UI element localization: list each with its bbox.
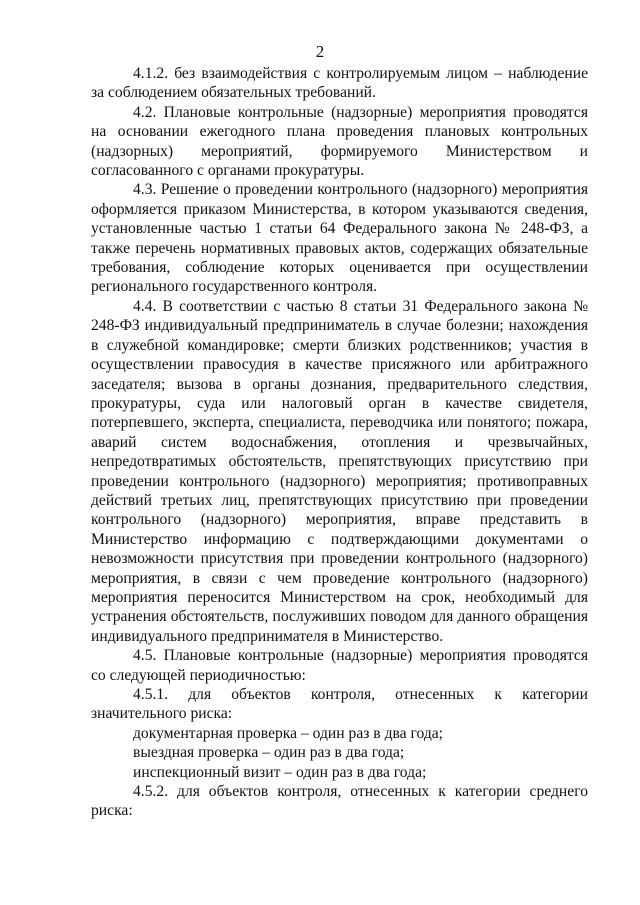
list-item-field-check: выездная проверка – один раз в два года; [133,744,405,762]
document-body [91,64,588,821]
page-number: 2 [315,42,325,61]
paragraph-4-4: 4.4. В соответствии с частью 8 статьи 31 Федерального закона № 248-ФЗ индивидуальный предприниматель в случае болезни; нахождения в служебной командировке; смерти близких родственников; участия в осуществлении правосудия в качестве присяжного или арбитражного заседателя; вызова в органы дознания, предварительного следствия, прокуратуры, суда или налоговый орган в качестве свидетеля, потерпевшего, эксперта, специалиста, переводчика или понятого; пожара, аварий систем водоснабжения, отопления и чрезвычайных, непредотвратимых обстоятельств, препятствующих присутствию при проведении контрольного (надзорного) мероприятия; противоправных действий третьих лиц, препятствующих присутствию при проведении контрольного (надзорного) мероприятия, вправе представить в Министерство информацию с подтверждающими документами о невозможности присутствия при проведении контрольного (надзорного) мероприятия, в связи с чем проведение контрольного (надзорного) мероприятия переносится Министерством на срок, необходимый для устранения обстоятельств, послуживших поводом для данного обращения индивидуального предпринимателя в Министерство. [91,297,588,645]
paragraph-4-5-1: 4.5.1. для объектов контроля, отнесенных к категории значительного риска: [91,686,588,723]
paragraph-4-1-2: 4.1.2. без взаимодействия с контролируемым лицом – наблюдение за соблюдением обязательных требований. [91,65,588,102]
paragraph-4-5: 4.5. Плановые контрольные (надзорные) мероприятия проводятся со следующей периодичностью: [91,647,588,684]
paragraph-4-5-2: 4.5.2. для объектов контроля, отнесенных к категории среднего риска: [91,783,588,820]
list-item-documentary-check: документарная проверка – один раз в два года; [133,724,444,742]
paragraph-4-3: 4.3. Решение о проведении контрольного (надзорного) мероприятия оформляется приказом Министерства, в котором указываются сведения, установленные частью 1 статьи 64 Федерального закона № 248-ФЗ, а также перечень нормативных правовых актов, содержащих обязательные требования, соблюдение которых оценивается при осуществлении регионального государственного контроля. [91,181,588,296]
paragraph-4-2: 4.2. Плановые контрольные (надзорные) мероприятия проводятся на основании ежегодного плана проведения плановых контрольных (надзорных) мероприятий, формируемого Министерством и согласованного с органами прокуратуры. [91,103,588,180]
list-item-inspection-visit: инспекционный визит – один раз в два года; [133,763,427,781]
